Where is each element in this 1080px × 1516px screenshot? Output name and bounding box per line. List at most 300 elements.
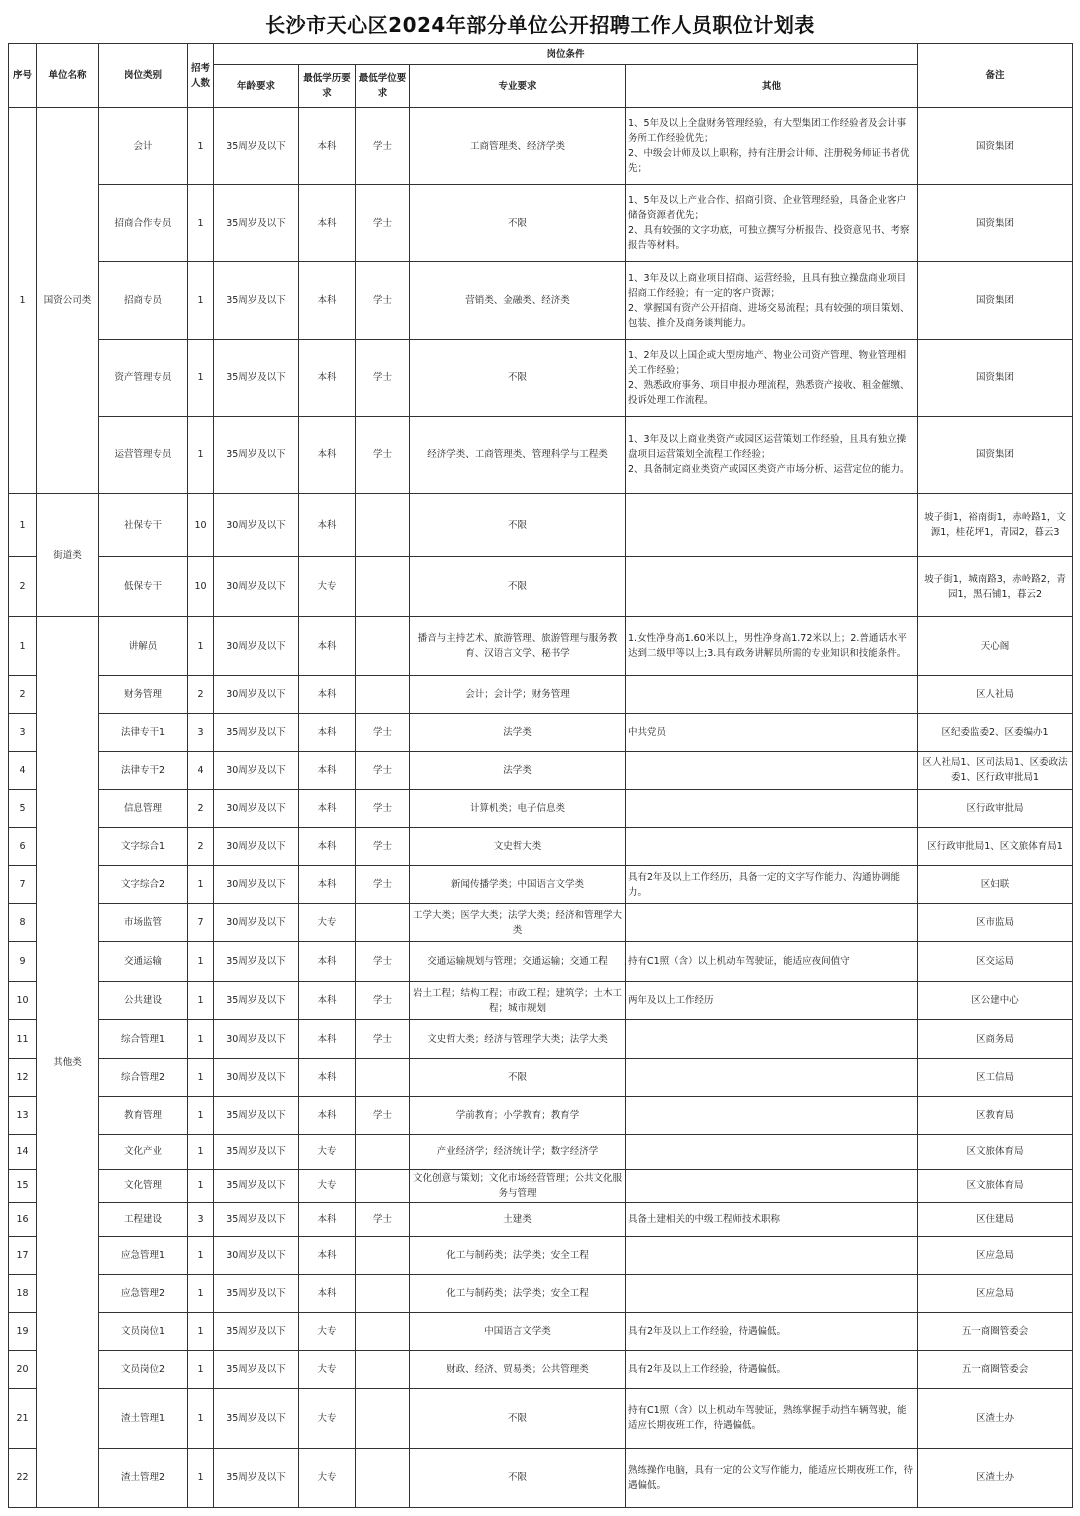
cell-major: 新闻传播学类；中国语言文学类 bbox=[410, 866, 626, 904]
cell-other bbox=[626, 1134, 918, 1169]
cell-degree bbox=[356, 1058, 410, 1096]
cell-degree: 学士 bbox=[356, 1096, 410, 1134]
cell-other: 持有C1照（含）以上机动车驾驶证，熟练掌握手动挡车辆驾驶，能适应长期夜班工作，待遇偏低。 bbox=[626, 1389, 918, 1448]
cell-age: 35周岁及以下 bbox=[214, 1134, 299, 1169]
cell-edu: 本科 bbox=[299, 494, 356, 557]
cell-other: 1、3年及以上商业项目招商、运营经验，且具有独立操盘商业项目招商工作经验；有一定的客户资源； 2、掌握国有资产公开招商、进场交易流程；具有较强的项目策划、包装、推介及商务谈判能力。 bbox=[626, 262, 918, 339]
table-row bbox=[9, 416, 1073, 493]
cell-degree bbox=[356, 494, 410, 557]
cell-post: 法律专干1 bbox=[99, 713, 188, 751]
cell-remark: 坡子街1，裕南街1，赤岭路1，文源1，桂花坪1，青园2，暮云3 bbox=[918, 494, 1073, 557]
cell-age: 35周岁及以下 bbox=[214, 1313, 299, 1351]
cell-major: 不限 bbox=[410, 339, 626, 416]
cell-age: 35周岁及以下 bbox=[214, 713, 299, 751]
cell-age: 30周岁及以下 bbox=[214, 675, 299, 713]
cell-major: 法学类 bbox=[410, 751, 626, 789]
cell-age: 35周岁及以下 bbox=[214, 1448, 299, 1507]
cell-edu: 本科 bbox=[299, 185, 356, 262]
table-row bbox=[9, 1058, 1073, 1096]
cell-remark: 区市监局 bbox=[918, 904, 1073, 942]
cell-other: 中共党员 bbox=[626, 713, 918, 751]
table-row bbox=[9, 904, 1073, 942]
cell-seq: 22 bbox=[9, 1448, 37, 1507]
cell-post: 文字综合2 bbox=[99, 866, 188, 904]
cell-seq: 21 bbox=[9, 1389, 37, 1448]
cell-degree: 学士 bbox=[356, 713, 410, 751]
cell-degree: 学士 bbox=[356, 108, 410, 185]
cell-count: 10 bbox=[188, 494, 214, 557]
cell-remark: 天心阁 bbox=[918, 617, 1073, 675]
table-row bbox=[9, 1237, 1073, 1275]
header-post: 岗位类别 bbox=[99, 44, 188, 108]
cell-count: 1 bbox=[188, 1313, 214, 1351]
cell-other: 两年及以上工作经历 bbox=[626, 982, 918, 1020]
cell-remark: 区人社局1、区司法局1、区委政法委1、区行政审批局1 bbox=[918, 751, 1073, 789]
cell-age: 35周岁及以下 bbox=[214, 1351, 299, 1389]
cell-other: 持有C1照（含）以上机动车驾驶证，能适应夜间值守 bbox=[626, 942, 918, 982]
cell-major: 会计；会计学；财务管理 bbox=[410, 675, 626, 713]
cell-degree: 学士 bbox=[356, 751, 410, 789]
table-row bbox=[9, 617, 1073, 675]
cell-seq: 5 bbox=[9, 789, 37, 827]
cell-edu: 本科 bbox=[299, 339, 356, 416]
cell-age: 35周岁及以下 bbox=[214, 942, 299, 982]
cell-degree: 学士 bbox=[356, 416, 410, 493]
cell-count: 3 bbox=[188, 713, 214, 751]
cell-edu: 本科 bbox=[299, 108, 356, 185]
cell-degree: 学士 bbox=[356, 1020, 410, 1058]
cell-seq: 6 bbox=[9, 827, 37, 865]
table-row bbox=[9, 942, 1073, 982]
cell-count: 1 bbox=[188, 617, 214, 675]
cell-edu: 本科 bbox=[299, 1237, 356, 1275]
cell-degree bbox=[356, 1351, 410, 1389]
cell-other bbox=[626, 1058, 918, 1096]
position-plan-table bbox=[8, 43, 1073, 1508]
cell-edu: 本科 bbox=[299, 982, 356, 1020]
cell-count: 4 bbox=[188, 751, 214, 789]
cell-edu: 大专 bbox=[299, 557, 356, 617]
cell-post: 综合管理1 bbox=[99, 1020, 188, 1058]
table-row bbox=[9, 1448, 1073, 1507]
cell-major: 不限 bbox=[410, 1058, 626, 1096]
cell-degree bbox=[356, 1448, 410, 1507]
cell-count: 1 bbox=[188, 1448, 214, 1507]
cell-seq: 10 bbox=[9, 982, 37, 1020]
cell-degree: 学士 bbox=[356, 866, 410, 904]
header-other: 其他 bbox=[626, 65, 918, 108]
cell-count: 10 bbox=[188, 557, 214, 617]
cell-age: 30周岁及以下 bbox=[214, 1058, 299, 1096]
cell-seq: 2 bbox=[9, 675, 37, 713]
cell-age: 35周岁及以下 bbox=[214, 339, 299, 416]
cell-post: 文员岗位2 bbox=[99, 1351, 188, 1389]
cell-seq: 16 bbox=[9, 1202, 37, 1236]
cell-other bbox=[626, 557, 918, 617]
cell-remark: 区渣土办 bbox=[918, 1448, 1073, 1507]
cell-count: 7 bbox=[188, 904, 214, 942]
cell-age: 35周岁及以下 bbox=[214, 262, 299, 339]
cell-major: 工商管理类、经济学类 bbox=[410, 108, 626, 185]
table-row bbox=[9, 982, 1073, 1020]
cell-seq: 7 bbox=[9, 866, 37, 904]
cell-other bbox=[626, 675, 918, 713]
cell-remark: 区公建中心 bbox=[918, 982, 1073, 1020]
cell-post: 渣土管理1 bbox=[99, 1389, 188, 1448]
cell-other bbox=[626, 494, 918, 557]
cell-seq: 1 bbox=[9, 494, 37, 557]
cell-age: 30周岁及以下 bbox=[214, 1020, 299, 1058]
cell-edu: 本科 bbox=[299, 713, 356, 751]
cell-major: 播音与主持艺术、旅游管理、旅游管理与服务教育、汉语言文学、秘书学 bbox=[410, 617, 626, 675]
table-row bbox=[9, 675, 1073, 713]
cell-age: 35周岁及以下 bbox=[214, 416, 299, 493]
cell-count: 1 bbox=[188, 1058, 214, 1096]
cell-edu: 大专 bbox=[299, 1389, 356, 1448]
cell-other bbox=[626, 904, 918, 942]
cell-age: 30周岁及以下 bbox=[214, 751, 299, 789]
cell-other: 具备土建相关的中级工程师技术职称 bbox=[626, 1202, 918, 1236]
cell-age: 30周岁及以下 bbox=[214, 557, 299, 617]
cell-major: 不限 bbox=[410, 1448, 626, 1507]
table-row bbox=[9, 1313, 1073, 1351]
cell-age: 30周岁及以下 bbox=[214, 827, 299, 865]
cell-other bbox=[626, 751, 918, 789]
cell-post: 财务管理 bbox=[99, 675, 188, 713]
table-row bbox=[9, 494, 1073, 557]
cell-seq: 12 bbox=[9, 1058, 37, 1096]
cell-remark: 区住建局 bbox=[918, 1202, 1073, 1236]
cell-other bbox=[626, 1237, 918, 1275]
cell-edu: 大专 bbox=[299, 1351, 356, 1389]
table-row bbox=[9, 1096, 1073, 1134]
cell-post: 社保专干 bbox=[99, 494, 188, 557]
cell-age: 35周岁及以下 bbox=[214, 185, 299, 262]
cell-degree: 学士 bbox=[356, 1202, 410, 1236]
header-count: 招考人数 bbox=[188, 44, 214, 108]
cell-seq: 2 bbox=[9, 557, 37, 617]
cell-seq: 13 bbox=[9, 1096, 37, 1134]
cell-edu: 大专 bbox=[299, 904, 356, 942]
cell-count: 1 bbox=[188, 108, 214, 185]
cell-edu: 本科 bbox=[299, 1096, 356, 1134]
cell-post: 文化产业 bbox=[99, 1134, 188, 1169]
cell-other: 1、5年及以上产业合作、招商引资、企业管理经验，具备企业客户储备资源者优先； 2、具有较强的文字功底，可独立撰写分析报告、投资意见书、考察报告等材料。 bbox=[626, 185, 918, 262]
cell-major: 营销类、金融类、经济类 bbox=[410, 262, 626, 339]
cell-remark: 区妇联 bbox=[918, 866, 1073, 904]
cell-other: 具有2年及以上工作经验，待遇偏低。 bbox=[626, 1351, 918, 1389]
cell-other: 1、2年及以上国企或大型房地产、物业公司资产管理、物业管理相关工作经验； 2、熟悉政府事务、项目申报办理流程，熟悉资产接收、租金催缴、投诉处理工作流程。 bbox=[626, 339, 918, 416]
cell-remark: 区人社局 bbox=[918, 675, 1073, 713]
cell-age: 30周岁及以下 bbox=[214, 617, 299, 675]
cell-edu: 大专 bbox=[299, 1134, 356, 1169]
cell-age: 35周岁及以下 bbox=[214, 108, 299, 185]
cell-degree bbox=[356, 675, 410, 713]
cell-other: 1、3年及以上商业类资产或园区运营策划工作经验，且具有独立操盘项目运营策划全流程工作经验； 2、具备制定商业类资产或园区类资产市场分析、运营定位的能力。 bbox=[626, 416, 918, 493]
header-edu: 最低学历要求 bbox=[299, 65, 356, 108]
table-row bbox=[9, 262, 1073, 339]
cell-remark: 坡子街1，城南路3，赤岭路2，青园1，黑石铺1，暮云2 bbox=[918, 557, 1073, 617]
cell-major: 岩土工程；结构工程；市政工程；建筑学；土木工程；城市规划 bbox=[410, 982, 626, 1020]
header-unit: 单位名称 bbox=[37, 44, 99, 108]
cell-other bbox=[626, 1275, 918, 1313]
cell-count: 1 bbox=[188, 1351, 214, 1389]
table-row bbox=[9, 108, 1073, 185]
cell-post: 应急管理1 bbox=[99, 1237, 188, 1275]
cell-post: 招商合作专员 bbox=[99, 185, 188, 262]
cell-degree bbox=[356, 1134, 410, 1169]
cell-age: 35周岁及以下 bbox=[214, 982, 299, 1020]
table-row bbox=[9, 1275, 1073, 1313]
cell-edu: 本科 bbox=[299, 416, 356, 493]
cell-edu: 本科 bbox=[299, 827, 356, 865]
cell-post: 公共建设 bbox=[99, 982, 188, 1020]
cell-remark: 国资集团 bbox=[918, 262, 1073, 339]
cell-degree: 学士 bbox=[356, 789, 410, 827]
cell-edu: 本科 bbox=[299, 262, 356, 339]
cell-remark: 五一商圈管委会 bbox=[918, 1351, 1073, 1389]
cell-age: 30周岁及以下 bbox=[214, 789, 299, 827]
cell-seq: 1 bbox=[9, 617, 37, 675]
cell-other: 1.女性净身高1.60米以上，男性净身高1.72米以上；2.普通话水平达到二级甲等以上;3.具有政务讲解员所需的专业知识和技能条件。 bbox=[626, 617, 918, 675]
cell-major: 中国语言文学类 bbox=[410, 1313, 626, 1351]
table-row bbox=[9, 557, 1073, 617]
cell-major: 化工与制药类；法学类；安全工程 bbox=[410, 1237, 626, 1275]
cell-post: 综合管理2 bbox=[99, 1058, 188, 1096]
cell-major: 文化创意与策划；文化市场经营管理；公共文化服务与管理 bbox=[410, 1169, 626, 1202]
cell-count: 1 bbox=[188, 262, 214, 339]
cell-remark: 区纪委监委2、区委编办1 bbox=[918, 713, 1073, 751]
cell-unit-group: 国资公司类 bbox=[37, 108, 99, 494]
cell-edu: 本科 bbox=[299, 1020, 356, 1058]
cell-major: 交通运输规划与管理；交通运输；交通工程 bbox=[410, 942, 626, 982]
cell-other: 具有2年及以上工作经历，具备一定的文字写作能力、沟通协调能力。 bbox=[626, 866, 918, 904]
cell-age: 35周岁及以下 bbox=[214, 1389, 299, 1448]
cell-count: 1 bbox=[188, 1275, 214, 1313]
cell-degree bbox=[356, 1237, 410, 1275]
cell-major: 土建类 bbox=[410, 1202, 626, 1236]
table-row bbox=[9, 789, 1073, 827]
cell-age: 35周岁及以下 bbox=[214, 1275, 299, 1313]
cell-age: 35周岁及以下 bbox=[214, 1169, 299, 1202]
cell-age: 35周岁及以下 bbox=[214, 1096, 299, 1134]
cell-edu: 本科 bbox=[299, 751, 356, 789]
cell-major: 法学类 bbox=[410, 713, 626, 751]
cell-seq: 11 bbox=[9, 1020, 37, 1058]
cell-post: 信息管理 bbox=[99, 789, 188, 827]
cell-count: 2 bbox=[188, 789, 214, 827]
cell-degree bbox=[356, 617, 410, 675]
cell-edu: 大专 bbox=[299, 1448, 356, 1507]
table-row bbox=[9, 827, 1073, 865]
cell-post: 市场监管 bbox=[99, 904, 188, 942]
table-row bbox=[9, 1202, 1073, 1236]
cell-count: 1 bbox=[188, 866, 214, 904]
cell-edu: 本科 bbox=[299, 789, 356, 827]
cell-edu: 本科 bbox=[299, 1202, 356, 1236]
cell-seq: 17 bbox=[9, 1237, 37, 1275]
cell-major: 不限 bbox=[410, 494, 626, 557]
cell-seq: 15 bbox=[9, 1169, 37, 1202]
cell-count: 2 bbox=[188, 675, 214, 713]
cell-count: 1 bbox=[188, 982, 214, 1020]
cell-degree: 学士 bbox=[356, 982, 410, 1020]
table-row bbox=[9, 1169, 1073, 1202]
table-row bbox=[9, 185, 1073, 262]
cell-major: 化工与制药类；法学类；安全工程 bbox=[410, 1275, 626, 1313]
cell-other bbox=[626, 1169, 918, 1202]
cell-remark: 区商务局 bbox=[918, 1020, 1073, 1058]
cell-edu: 本科 bbox=[299, 866, 356, 904]
cell-seq: 20 bbox=[9, 1351, 37, 1389]
header-conditions: 岗位条件 bbox=[214, 44, 918, 65]
cell-remark: 区文旅体育局 bbox=[918, 1169, 1073, 1202]
cell-other bbox=[626, 827, 918, 865]
cell-edu: 大专 bbox=[299, 1313, 356, 1351]
cell-remark: 区工信局 bbox=[918, 1058, 1073, 1096]
cell-post: 文化管理 bbox=[99, 1169, 188, 1202]
cell-remark: 国资集团 bbox=[918, 108, 1073, 185]
cell-other bbox=[626, 1020, 918, 1058]
table-row bbox=[9, 1351, 1073, 1389]
cell-remark: 区行政审批局1、区文旅体育局1 bbox=[918, 827, 1073, 865]
cell-major: 学前教育；小学教育；教育学 bbox=[410, 1096, 626, 1134]
cell-seq: 1 bbox=[9, 108, 37, 494]
cell-remark: 国资集团 bbox=[918, 339, 1073, 416]
cell-degree: 学士 bbox=[356, 942, 410, 982]
cell-count: 1 bbox=[188, 1134, 214, 1169]
table-row bbox=[9, 1134, 1073, 1169]
cell-post: 渣土管理2 bbox=[99, 1448, 188, 1507]
cell-post: 会计 bbox=[99, 108, 188, 185]
cell-seq: 8 bbox=[9, 904, 37, 942]
cell-major: 文史哲大类 bbox=[410, 827, 626, 865]
cell-count: 2 bbox=[188, 827, 214, 865]
table-row bbox=[9, 713, 1073, 751]
table-row bbox=[9, 1389, 1073, 1448]
cell-remark: 国资集团 bbox=[918, 416, 1073, 493]
cell-major: 计算机类；电子信息类 bbox=[410, 789, 626, 827]
cell-age: 30周岁及以下 bbox=[214, 1237, 299, 1275]
cell-unit-group: 其他类 bbox=[37, 617, 99, 1508]
table-row bbox=[9, 339, 1073, 416]
cell-degree: 学士 bbox=[356, 262, 410, 339]
cell-major: 不限 bbox=[410, 557, 626, 617]
cell-age: 30周岁及以下 bbox=[214, 904, 299, 942]
cell-remark: 区应急局 bbox=[918, 1275, 1073, 1313]
cell-post: 文字综合1 bbox=[99, 827, 188, 865]
cell-seq: 18 bbox=[9, 1275, 37, 1313]
cell-post: 资产管理专员 bbox=[99, 339, 188, 416]
cell-post: 运营管理专员 bbox=[99, 416, 188, 493]
cell-count: 1 bbox=[188, 1169, 214, 1202]
cell-seq: 9 bbox=[9, 942, 37, 982]
cell-other: 具有2年及以上工作经验，待遇偏低。 bbox=[626, 1313, 918, 1351]
cell-degree bbox=[356, 1275, 410, 1313]
cell-edu: 本科 bbox=[299, 942, 356, 982]
cell-edu: 本科 bbox=[299, 675, 356, 713]
cell-count: 1 bbox=[188, 1237, 214, 1275]
header-age: 年龄要求 bbox=[214, 65, 299, 108]
table-row bbox=[9, 751, 1073, 789]
page-title: 长沙市天心区2024年部分单位公开招聘工作人员职位计划表 bbox=[265, 13, 815, 37]
cell-post: 交通运输 bbox=[99, 942, 188, 982]
cell-remark: 国资集团 bbox=[918, 185, 1073, 262]
cell-unit-group: 街道类 bbox=[37, 494, 99, 617]
cell-degree bbox=[356, 557, 410, 617]
cell-edu: 本科 bbox=[299, 1275, 356, 1313]
cell-edu: 本科 bbox=[299, 1058, 356, 1096]
cell-major: 不限 bbox=[410, 185, 626, 262]
cell-major: 财政、经济、贸易类；公共管理类 bbox=[410, 1351, 626, 1389]
cell-major: 工学大类；医学大类；法学大类；经济和管理学大类 bbox=[410, 904, 626, 942]
cell-degree bbox=[356, 904, 410, 942]
cell-degree: 学士 bbox=[356, 185, 410, 262]
cell-count: 1 bbox=[188, 1020, 214, 1058]
cell-seq: 14 bbox=[9, 1134, 37, 1169]
header-remark: 备注 bbox=[918, 44, 1073, 108]
cell-count: 1 bbox=[188, 942, 214, 982]
cell-degree bbox=[356, 1313, 410, 1351]
cell-count: 1 bbox=[188, 1096, 214, 1134]
cell-seq: 19 bbox=[9, 1313, 37, 1351]
table-body bbox=[9, 108, 1073, 1508]
cell-degree: 学士 bbox=[356, 339, 410, 416]
header-seq: 序号 bbox=[9, 44, 37, 108]
cell-count: 1 bbox=[188, 1389, 214, 1448]
cell-other bbox=[626, 1096, 918, 1134]
cell-seq: 4 bbox=[9, 751, 37, 789]
cell-degree bbox=[356, 1389, 410, 1448]
cell-edu: 本科 bbox=[299, 617, 356, 675]
cell-major: 不限 bbox=[410, 1389, 626, 1448]
cell-degree bbox=[356, 1169, 410, 1202]
cell-remark: 区教育局 bbox=[918, 1096, 1073, 1134]
cell-post: 应急管理2 bbox=[99, 1275, 188, 1313]
cell-remark: 区交运局 bbox=[918, 942, 1073, 982]
cell-other: 熟练操作电脑，具有一定的公文写作能力，能适应长期夜班工作，待遇偏低。 bbox=[626, 1448, 918, 1507]
cell-major: 经济学类、工商管理类、管理科学与工程类 bbox=[410, 416, 626, 493]
table-row bbox=[9, 1020, 1073, 1058]
cell-post: 招商专员 bbox=[99, 262, 188, 339]
cell-post: 工程建设 bbox=[99, 1202, 188, 1236]
cell-major: 产业经济学；经济统计学；数字经济学 bbox=[410, 1134, 626, 1169]
header-degree: 最低学位要求 bbox=[356, 65, 410, 108]
cell-major: 文史哲大类；经济与管理学大类；法学大类 bbox=[410, 1020, 626, 1058]
cell-post: 低保专干 bbox=[99, 557, 188, 617]
cell-post: 讲解员 bbox=[99, 617, 188, 675]
cell-remark: 区渣土办 bbox=[918, 1389, 1073, 1448]
cell-post: 教育管理 bbox=[99, 1096, 188, 1134]
cell-age: 35周岁及以下 bbox=[214, 1202, 299, 1236]
header-major: 专业要求 bbox=[410, 65, 626, 108]
cell-other bbox=[626, 789, 918, 827]
cell-remark: 五一商圈管委会 bbox=[918, 1313, 1073, 1351]
cell-count: 1 bbox=[188, 339, 214, 416]
cell-remark: 区行政审批局 bbox=[918, 789, 1073, 827]
cell-age: 30周岁及以下 bbox=[214, 494, 299, 557]
cell-degree: 学士 bbox=[356, 827, 410, 865]
cell-count: 1 bbox=[188, 416, 214, 493]
table-row bbox=[9, 866, 1073, 904]
cell-edu: 大专 bbox=[299, 1169, 356, 1202]
cell-remark: 区文旅体育局 bbox=[918, 1134, 1073, 1169]
cell-age: 30周岁及以下 bbox=[214, 866, 299, 904]
cell-post: 文员岗位1 bbox=[99, 1313, 188, 1351]
cell-seq: 3 bbox=[9, 713, 37, 751]
cell-post: 法律专干2 bbox=[99, 751, 188, 789]
cell-other: 1、5年及以上全盘财务管理经验，有大型集团工作经验者及会计事务所工作经验优先； 2、中级会计师及以上职称，持有注册会计师、注册税务师证书者优先； bbox=[626, 108, 918, 185]
